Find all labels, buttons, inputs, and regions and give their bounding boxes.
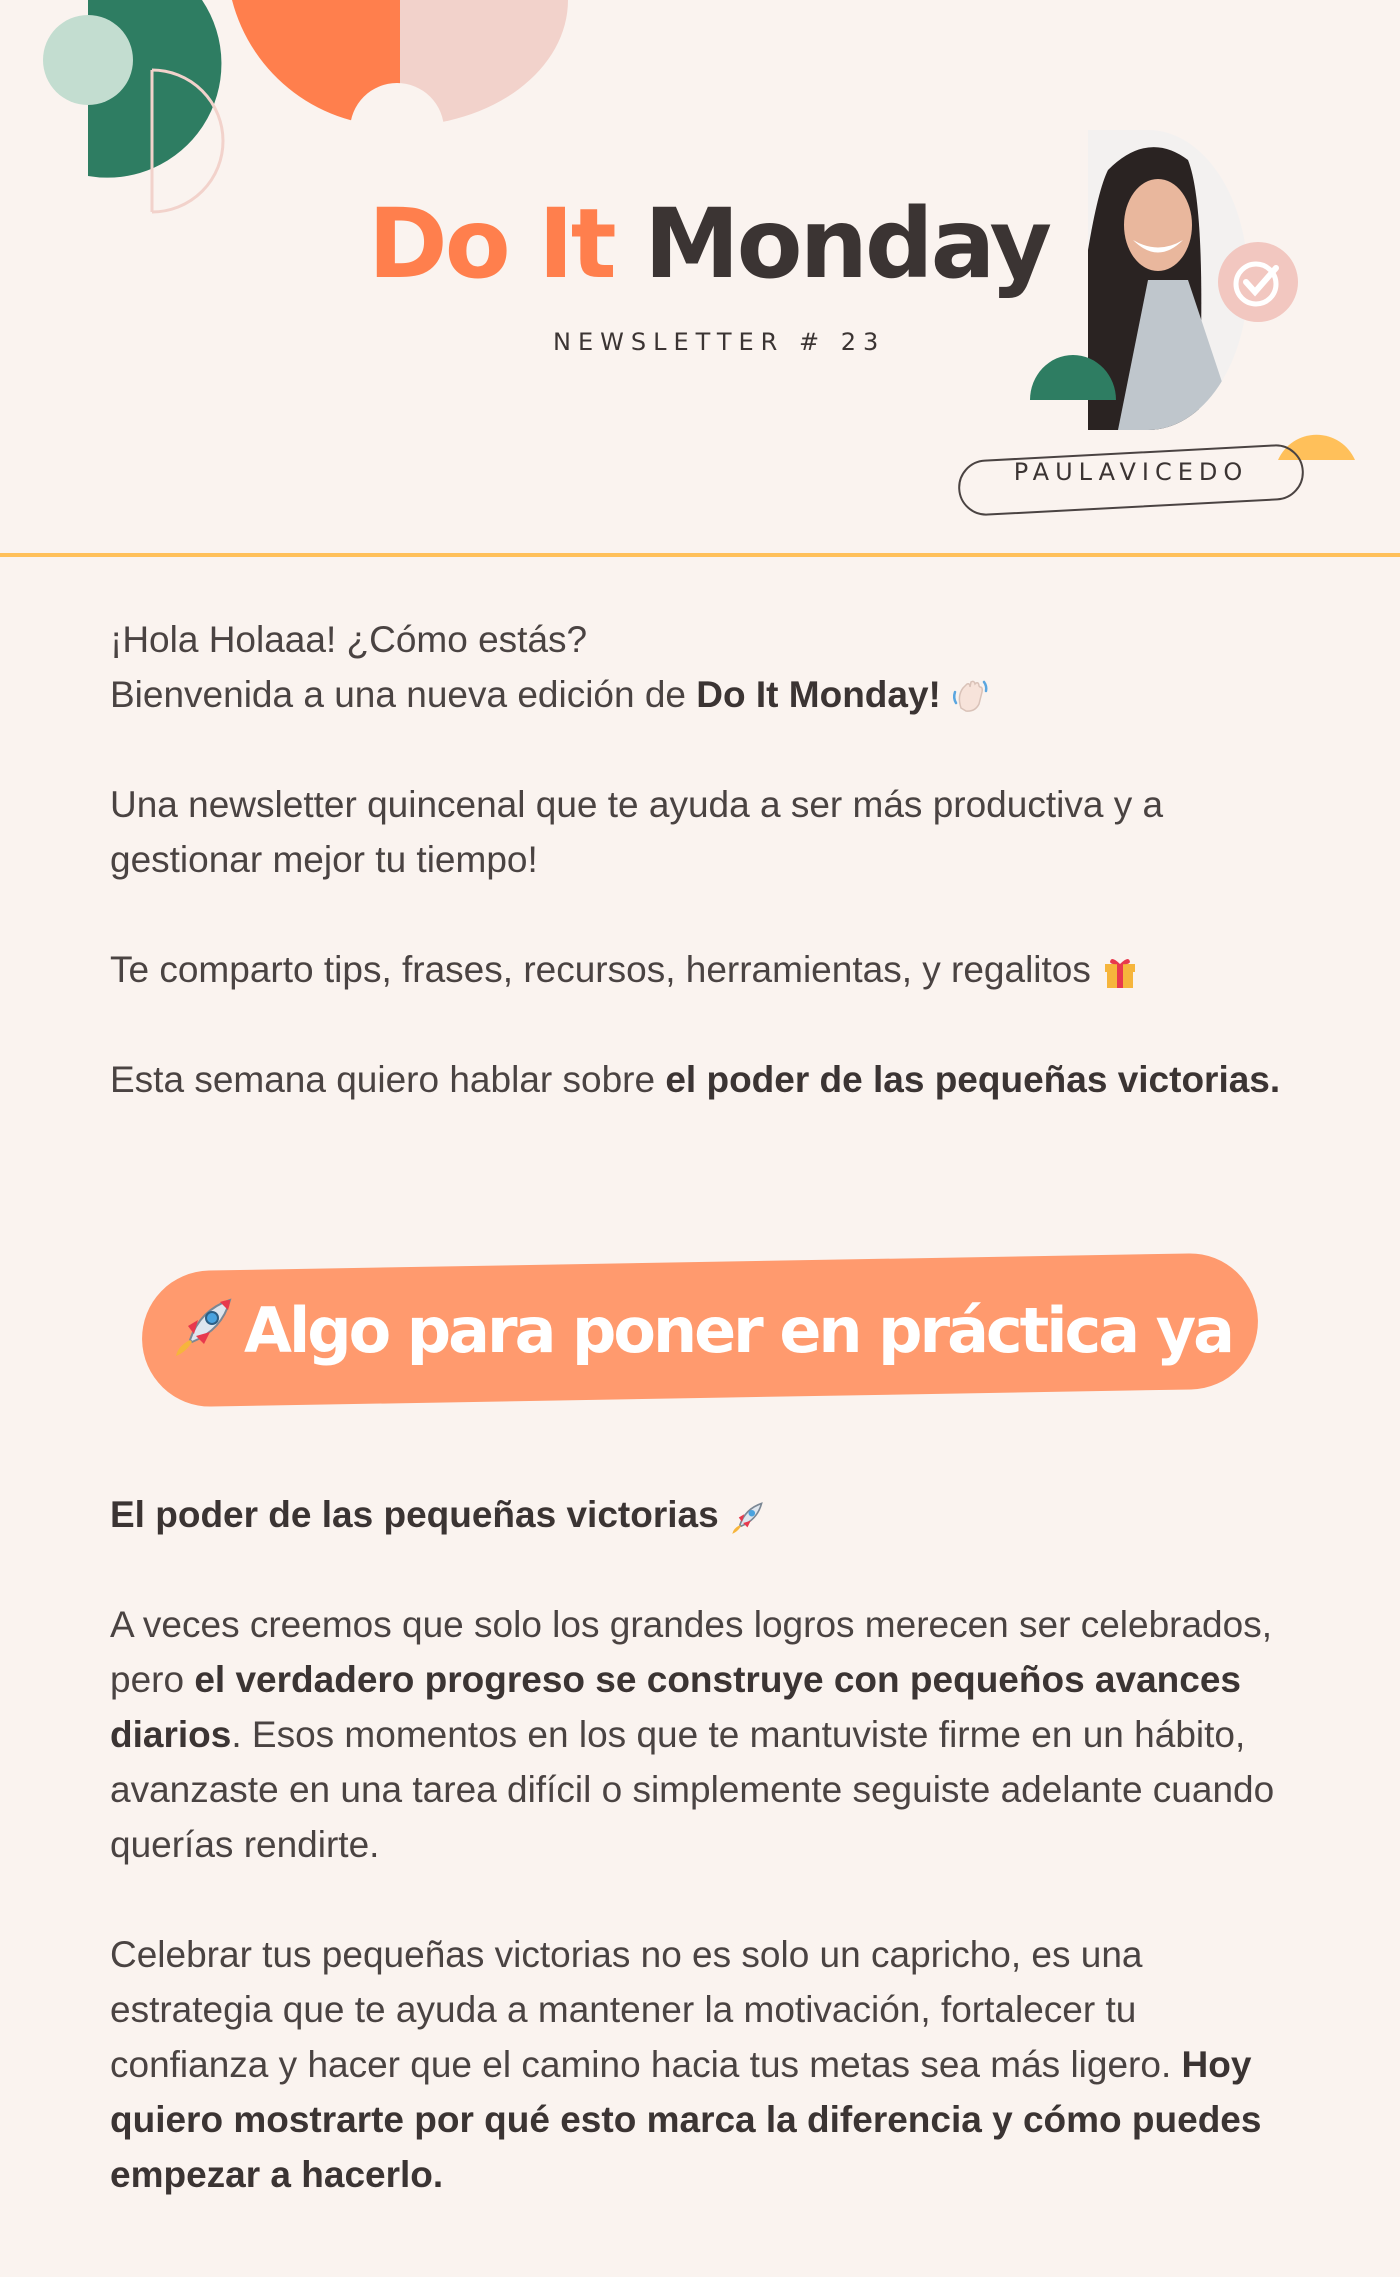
newsletter-header [0, 0, 1400, 556]
header-divider [0, 553, 1400, 557]
title-part-1: Do It [368, 188, 614, 300]
p2-bold: Hoy quiero mostrarte por qué esto marca la diferencia y cómo puedes empezar a hacerlo. [110, 2044, 1262, 2195]
banner-label-text: Algo para poner en práctica ya [244, 1294, 1232, 1367]
topic-bold: el poder de las pequeñas victorias. [665, 1059, 1281, 1100]
intro-offer [110, 942, 1300, 997]
section-paragraph-2 [110, 1927, 1300, 2202]
p1-text-b: . Esos momentos en los que te mantuviste firme en un hábito, avanzaste en una tarea difícil o simplemente seguiste adelante cuando querías rendirte. [110, 1714, 1275, 1865]
check-badge-icon [1218, 242, 1298, 322]
p2-text-a: Celebrar tus pequeñas victorias no es solo un capricho, es una estrategia que te ayuda a mantener la motivación, fortalecer tu confianza y hacer que el camino hacia tus metas sea más ligero. [110, 1934, 1182, 2085]
newsletter-title [368, 188, 1050, 300]
newsletter-number: NEWSLETTER # 23 [553, 328, 886, 356]
section-heading-text: El poder de las pequeñas victorias [110, 1494, 719, 1535]
p1-bold: el verdadero progreso se construye con pequeños avances diarios [110, 1659, 1242, 1755]
welcome-bold: Do It Monday! [696, 674, 941, 715]
welcome-text: Bienvenida a una nueva edición de [110, 674, 697, 715]
title-part-2: Monday [644, 188, 1050, 300]
section-paragraph-1 [110, 1597, 1300, 1872]
author-name: PAULAVICEDO [1013, 458, 1249, 486]
greeting-text: ¡Hola Holaaa! ¿Cómo estás? [110, 619, 588, 660]
waving-hand-icon [951, 678, 989, 716]
intro-topic [110, 1052, 1300, 1107]
intro-description: Una newsletter quincenal que te ayuda a ser más productiva y a gestionar mejor tu tiempo! [110, 784, 1164, 880]
topic-text: Esta semana quiero hablar sobre [110, 1059, 666, 1100]
offer-text: Te comparto tips, frases, recursos, herramientas, y regalitos [110, 949, 1091, 990]
banner-label [168, 1286, 1268, 1376]
gift-icon [1101, 953, 1139, 991]
p1-text-a: A veces creemos que solo los grandes logros merecen ser celebrados, pero [110, 1604, 1272, 1700]
intro-section [110, 612, 1300, 1162]
rocket-icon [729, 1498, 767, 1536]
intro-greeting [110, 612, 1300, 722]
section-heading [110, 1487, 1300, 1542]
article-section [110, 1487, 1300, 2257]
